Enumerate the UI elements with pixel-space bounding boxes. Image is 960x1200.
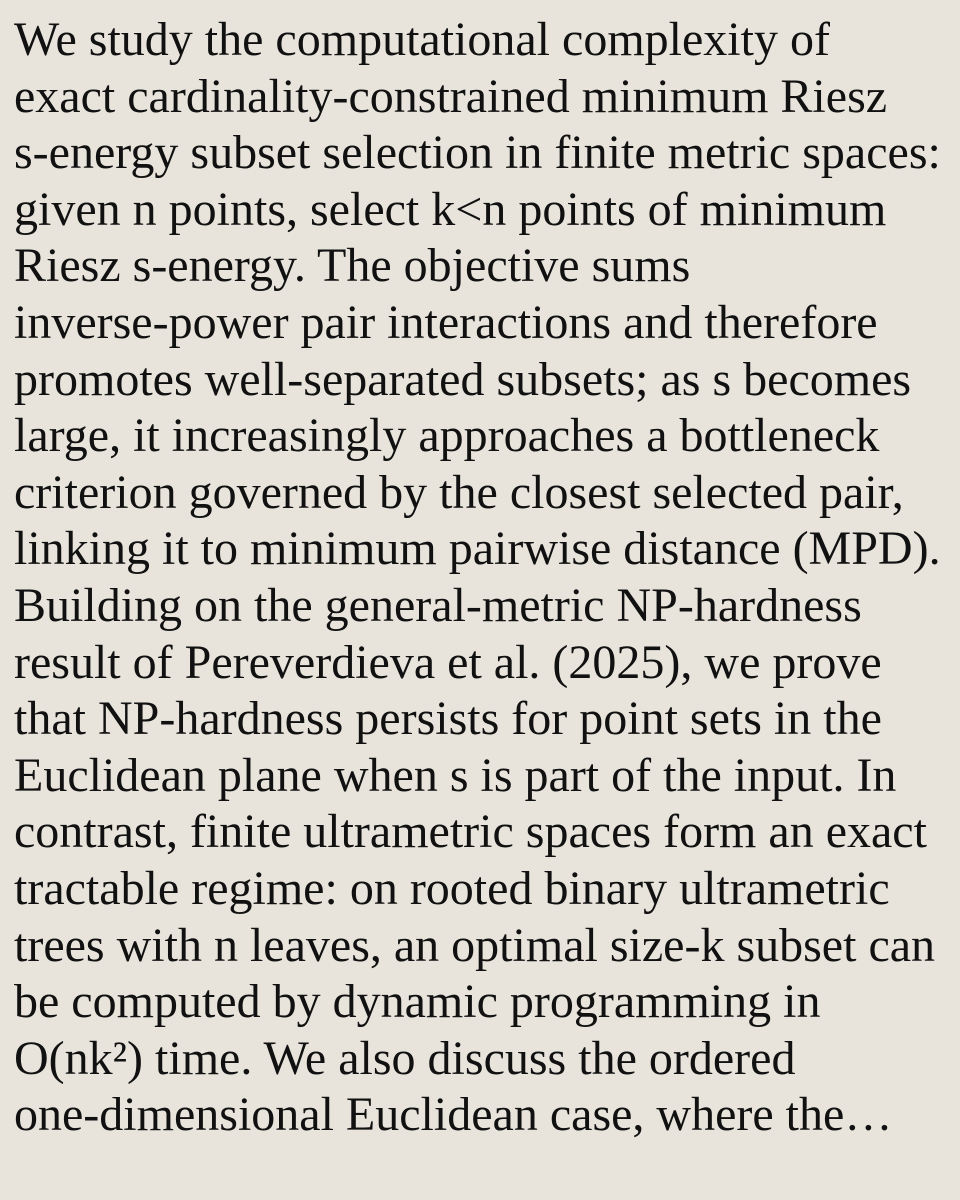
abstract-text [14, 12, 954, 1144]
text-line: Building on the general-metric NP-hardness [14, 578, 862, 632]
text-line: one-dimensional Euclidean case, where the… [14, 1088, 893, 1142]
text-line: that NP-hardness persists for point sets in the [14, 692, 882, 746]
text-line: tractable regime: on rooted binary ultrametric [14, 861, 890, 915]
text-line: contrast, finite ultrametric spaces form an exact [14, 805, 927, 859]
text-line: Euclidean plane when s is part of the input. In [14, 748, 897, 802]
text-line: We study the computational complexity of [14, 13, 830, 66]
text-line: s-energy subset selection in finite metric spaces: [14, 126, 941, 180]
text-line: result of Pereverdieva et al. (2025), we prove [14, 635, 882, 689]
text-line: O(nk²) time. We also discuss the ordered [14, 1031, 796, 1085]
text-line: given n points, select k<n points of minimum [14, 182, 887, 236]
text-line: large, it increasingly approaches a bottleneck [14, 409, 880, 463]
text-line: inverse-power pair interactions and therefore [14, 295, 878, 349]
text-line: Riesz s-energy. The objective sums [14, 239, 691, 293]
text-line: criterion governed by the closest selected pair, [14, 465, 904, 519]
text-line: trees with n leaves, an optimal size-k subset can [14, 918, 936, 972]
text-line: promotes well-separated subsets; as s becomes [14, 352, 912, 406]
text-line: exact cardinality-constrained minimum Riesz [14, 69, 888, 123]
text-line: be computed by dynamic programming in [14, 975, 821, 1029]
text-line: linking it to minimum pairwise distance (MPD). [14, 522, 941, 576]
